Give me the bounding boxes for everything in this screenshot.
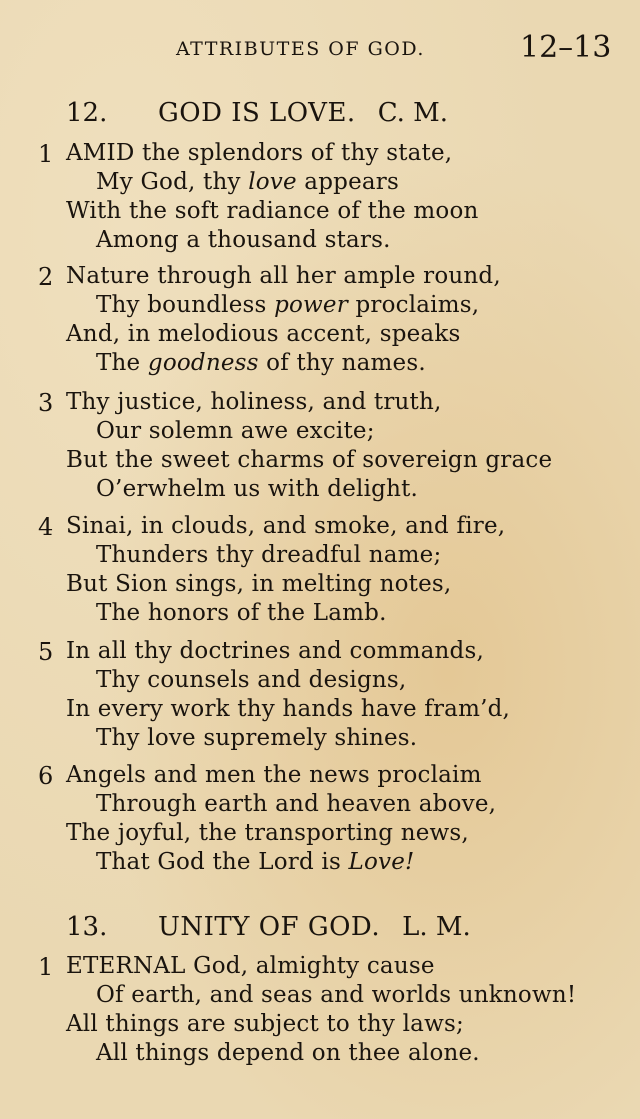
verse-line: With the soft radiance of the moon (66, 198, 479, 224)
verse-line: In every work thy hands have fram’d, (66, 696, 511, 722)
hymn-title: UNITY OF GOD. (158, 912, 381, 942)
verse-line: Thy boundless power proclaims, (96, 292, 480, 318)
verse-line: Among a thousand stars. (96, 227, 391, 253)
page-range: 12–13 (520, 30, 612, 65)
hymn-number: 13. (66, 912, 108, 942)
verse-line: Through earth and heaven above, (96, 791, 497, 817)
stanza-number: 5 (38, 638, 54, 666)
verse-line: O’erwhelm us with delight. (96, 476, 419, 502)
verse-line: Thy justice, holiness, and truth, (66, 389, 442, 415)
stanza-number: 1 (38, 140, 54, 168)
verse-line: All things are subject to thy laws; (66, 1011, 464, 1037)
stanza-number: 4 (38, 513, 54, 541)
verse-line: Of earth, and seas and worlds unknown! (96, 982, 577, 1008)
verse-line: But the sweet charms of sovereign grace (66, 447, 553, 473)
emphasized-word: love (248, 169, 297, 195)
hymn-meter: L. M. (402, 912, 471, 942)
running-head (0, 30, 640, 66)
verse-line: Nature through all her ample round, (66, 263, 501, 289)
verse-line: All things depend on thee alone. (96, 1040, 480, 1066)
hymn-number: 12. (66, 98, 108, 128)
verse-line: My God, thy love appears (96, 169, 399, 195)
verse-line: Thy love supremely shines. (96, 725, 418, 751)
hymn-title: GOD IS LOVE. (158, 98, 356, 128)
stanza-number: 3 (38, 389, 54, 417)
stanza-number: 1 (38, 953, 54, 981)
emphasized-word: power (274, 292, 348, 318)
verse-line: That God the Lord is Love! (96, 849, 415, 875)
verse-line: But Sion sings, in melting notes, (66, 571, 452, 597)
verse-line: The goodness of thy names. (96, 350, 426, 376)
hymn-13-heading (66, 912, 471, 946)
emphasized-word: goodness (147, 350, 259, 376)
verse-line: The joyful, the transporting news, (66, 820, 469, 846)
hymn-12-heading (66, 98, 448, 132)
stanza-number: 2 (38, 263, 54, 291)
verse-line: And, in melodious accent, speaks (66, 321, 461, 347)
verse-line: Thunders thy dreadful name; (96, 542, 442, 568)
verse-line: ETERNAL God, almighty cause (66, 953, 435, 979)
emphasized-word: Love! (348, 849, 415, 875)
verse-line: AMID the splendors of thy state, (66, 140, 453, 166)
verse-line: Sinai, in clouds, and smoke, and fire, (66, 513, 506, 539)
verse-line: Our solemn awe excite; (96, 418, 375, 444)
running-title: ATTRIBUTES OF GOD. (176, 38, 425, 60)
verse-line: Angels and men the news proclaim (66, 762, 482, 788)
stanza-number: 6 (38, 762, 54, 790)
verse-line: Thy counsels and designs, (96, 667, 407, 693)
hymn-meter: C. M. (377, 98, 449, 128)
verse-line: In all thy doctrines and commands, (66, 638, 484, 664)
verse-line: The honors of the Lamb. (96, 600, 387, 626)
